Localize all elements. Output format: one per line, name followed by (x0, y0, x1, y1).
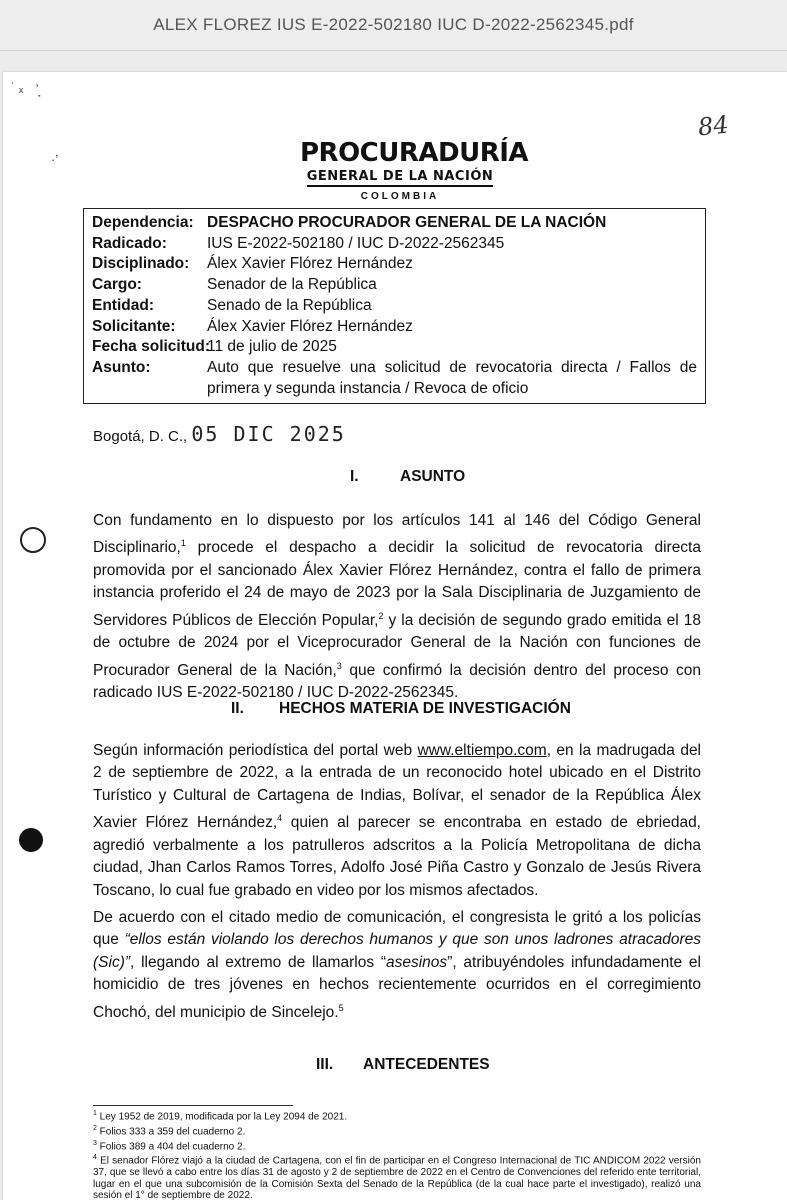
text-run: procede el despacho a decidir la solicitud de revocatoria directa promovida por el sancionado Álex Xavier Flórez Hernández, contra el fallo de primera instancia proferido el 24 de mayo de 2023 por la Sala Disciplinaria de Juzgamiento de Servidores Públicos de Elección Popular, (93, 539, 701, 629)
logo-sub-text: GENERAL DE LA NACIÓN (307, 169, 494, 187)
info-value: Auto que resuelve una solicitud de revocatoria directa / Fallos de primera y segunda instancia / Revoca de oficio (207, 358, 697, 397)
logo-main-text: PROCURADURÍA (300, 138, 529, 168)
source-link[interactable]: www.eltiempo.com (417, 742, 547, 759)
section-heading-antecedentes (316, 1056, 490, 1074)
info-row-fecha (92, 337, 697, 358)
info-label: Asunto: (92, 358, 151, 376)
text-run: Con fundamento en lo dispuesto por los artículos 141 al 146 del Código General Disciplinario, (93, 512, 701, 557)
text-run: quien al parecer se encontraba en estado de ebriedad, agredió verbalmente a los patrulleros adscritos a la Policía Metropolitana de dicha ciudad, Jhan Carlos Ramos Torres, Adolfo José Piña Castro y Gonzalo de Jesús Rivera Toscano, lo cual fue grabado en video por los mismos afectados. (93, 814, 701, 899)
handwritten-page-number: 84 (696, 110, 730, 142)
info-value: Álex Xavier Flórez Hernández (207, 317, 413, 335)
section-heading-asunto (350, 468, 465, 486)
section-number: II. (231, 700, 244, 717)
info-value: Álex Xavier Flórez Hernández (207, 255, 413, 273)
info-row-dependencia (92, 213, 697, 234)
quote-text: asesinos (386, 953, 448, 971)
section-number: III. (316, 1056, 334, 1073)
info-row-radicado (92, 234, 697, 255)
footnote-ref: 1 (180, 538, 186, 549)
footnote-ref: 2 (378, 610, 384, 621)
footnote-number: 1 (93, 1110, 97, 1117)
scan-speck: ʾ̣ (35, 82, 40, 97)
paragraph-asunto (93, 510, 701, 705)
section-title: ANTECEDENTES (363, 1056, 490, 1073)
info-value: Senador de la República (207, 276, 377, 294)
text-run: , en la madrugada del 2 de septiembre de 2022, a la entrada de un reconocido hotel ubicado en el Distrito Turístico y Cultural de Cartagena de Indias, Bolívar, el senador de la República Álex Xavier Flórez Hernández, (93, 742, 702, 832)
footnote-ref: 5 (338, 1002, 344, 1013)
date-prefix: Bogotá, D. C., (93, 428, 188, 445)
section-number: I. (350, 468, 359, 485)
info-value: IUS E-2022-502180 / IUC D-2022-2562345 (207, 234, 505, 252)
footnote-ref: 4 (277, 813, 283, 824)
footnote-number: 4 (93, 1154, 97, 1162)
scan-speck: ·ʼ (51, 152, 59, 167)
text-run: ”, atribuyéndoles infundadamente el homicidio de tres jóvenes en hechos recientemente ocurridos en el corregimiento Chochó, del municipio de Sincelejo. (93, 953, 701, 1021)
info-label: Solicitante: (92, 317, 176, 335)
date-stamp: 05 DIC 2025 (191, 422, 346, 446)
footnote (93, 1152, 701, 1200)
punch-hole-dot (19, 828, 43, 852)
text-run: Según información periodística del portal web (93, 742, 418, 759)
text-run: y la decisión de segundo grado emitida el 18 de octubre de 2024 por el Viceprocurador General de la Nación con funciones de Procurador General de la Nación, (93, 611, 701, 679)
info-row-asunto (92, 358, 697, 399)
logo-country-text: COLOMBIA (360, 191, 440, 202)
info-row-solicitante (92, 317, 697, 338)
info-label: Cargo: (92, 276, 142, 294)
info-label: Disciplinado: (92, 255, 190, 273)
footnote-separator (93, 1105, 293, 1106)
procuraduria-logo (300, 138, 529, 202)
footnote-text: El senador Flórez viajó a la ciudad de Cartagena, con el fin de participar en el Congreso Internacional de TIC ANDICOM 2022 versión 37, que se llevó a cabo entre los días 31 de agosto y 2 de septiembre de 2022 en el Centro de Convenciones del referido ente territorial, lugar en el que una subcomisión de la Comisión Sexta del Senado de la República (de la cual hace parte el investigado), realizó una sesión el 1° de septiembre de 2022. (93, 1155, 701, 1200)
document-date (93, 422, 346, 446)
paragraph-hechos-1 (93, 740, 701, 902)
info-value: Senado de la República (207, 296, 372, 314)
footnote-text: Folios 333 a 359 del cuaderno 2. (96, 1126, 246, 1138)
text-run: De acuerdo con el citado medio de comunicación, el congresista le gritó a los policías que (93, 909, 701, 949)
info-label: Fecha solicitud: (92, 338, 210, 356)
punch-hole-ring (20, 527, 46, 553)
info-row-entidad (92, 296, 697, 317)
section-title: HECHOS MATERIA DE INVESTIGACIÓN (279, 700, 571, 717)
footnote (93, 1108, 701, 1123)
window-title: ALEX FLOREZ IUS E-2022-502180 IUC D-2022-2562345.pdf (0, 0, 787, 51)
footnote-ref: 3 (336, 660, 342, 671)
pdf-page (3, 72, 787, 1200)
section-heading-hechos (231, 700, 571, 718)
info-value: 11 de julio de 2025 (207, 338, 337, 356)
footnote (93, 1138, 701, 1153)
case-info-box (83, 208, 706, 404)
info-row-disciplinado (92, 254, 697, 275)
footnote-number: 3 (93, 1139, 97, 1147)
paragraph-hechos-2 (93, 907, 701, 1024)
text-run: , llegando al extremo de llamarlos “ (130, 953, 386, 971)
info-value: DESPACHO PROCURADOR GENERAL DE LA NACIÓN (207, 214, 607, 231)
footnote-text: Folios 389 a 404 del cuaderno 2. (96, 1140, 246, 1152)
footnotes (93, 1108, 701, 1200)
footnote (93, 1123, 701, 1138)
scan-speck: ˙ ₓ (11, 80, 24, 95)
section-title: ASUNTO (400, 468, 466, 485)
quote-text: “ellos están violando los derechos humanos y que son unos ladrones atracadores (Sic)” (93, 931, 701, 971)
footnote-number: 2 (93, 1124, 97, 1132)
info-label: Radicado: (92, 234, 167, 252)
text-run: que confirmó la decisión dentro del proceso con radicado IUS E-2022-502180 / IUC D-2022-2562345. (93, 661, 701, 702)
info-label: Entidad: (92, 296, 154, 314)
info-row-cargo (92, 275, 697, 296)
info-label: Dependencia: (92, 214, 194, 231)
footnote-text: Ley 1952 de 2019, modificada por la Ley 2094 de 2021. (96, 1111, 348, 1123)
